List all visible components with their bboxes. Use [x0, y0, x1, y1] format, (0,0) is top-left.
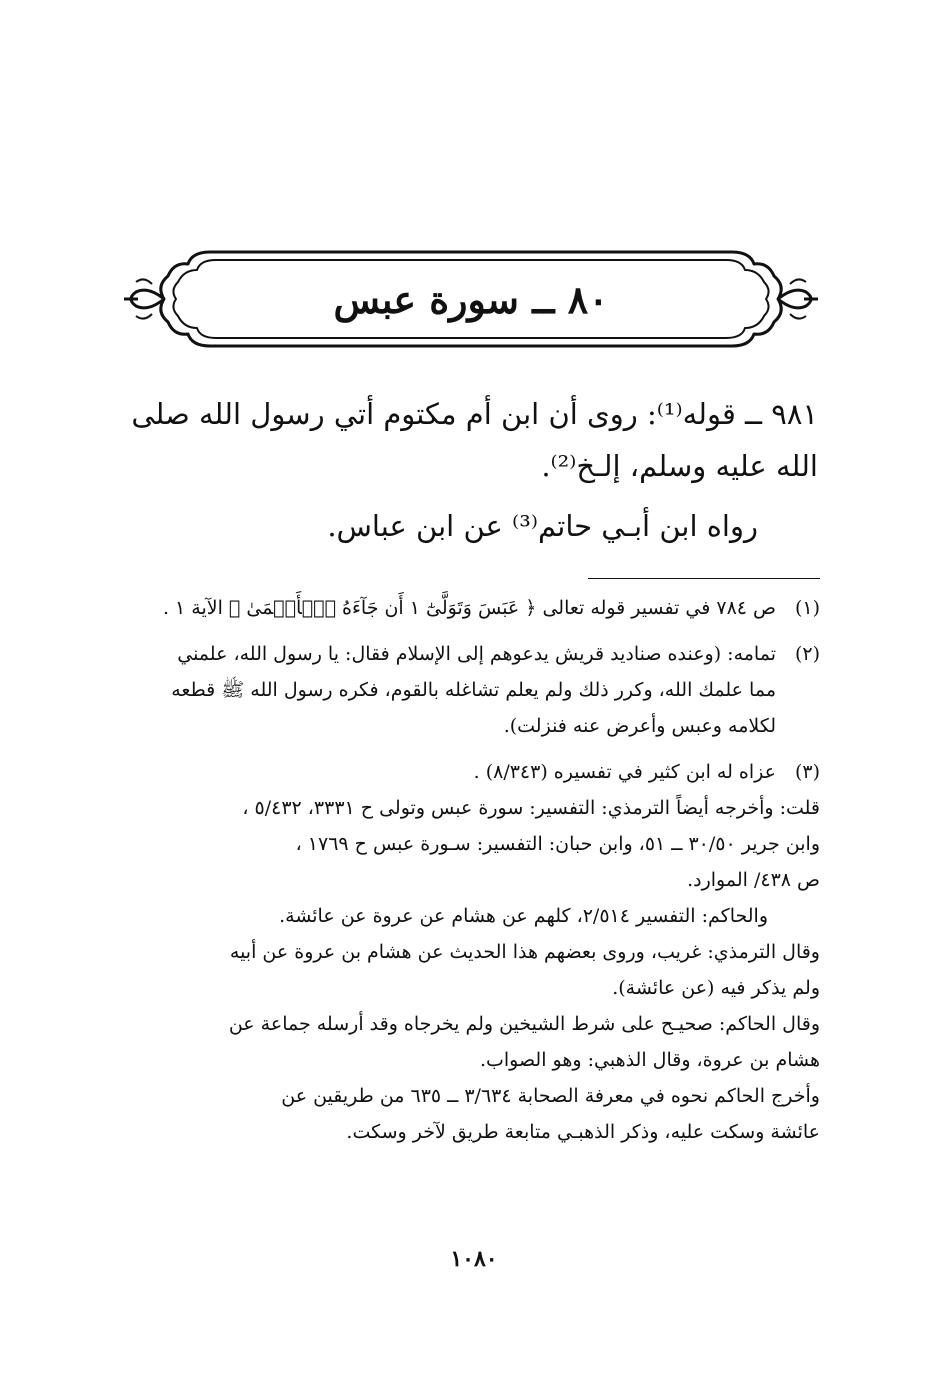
footnote-2: [118, 636, 820, 744]
footnote-3-continuation: [118, 790, 820, 1150]
footnote-line: لكلامه وعبس وأعرض عنه فنزلت).: [503, 715, 776, 737]
footnotes: [118, 590, 820, 1150]
narration-paragraph: رواه ابن أبـي حاتم⁽³⁾ عن ابن عباس.: [327, 509, 758, 543]
footnote-line: ص ٧٨٤ في تفسير قوله تعالى ﴿ عَبَسَ وَتَوَلَّىٰٓ ١ أَن جَآءَهُ ٱلۡأَعۡمَىٰ ﴾ الآية ١ .: [162, 597, 776, 619]
footnote-line: تمامه: (وعنده صناديد قريش يدعوهم إلى الإسلام فقال: يا رسول الله، علمني: [177, 643, 776, 665]
footnote-divider: [588, 578, 820, 579]
footnote-body: [118, 636, 776, 744]
footnote-line: والحاكم: التفسير ٢/٥١٤، كلهم عن هشام عن عروة عن عائشة.: [279, 905, 768, 927]
footnote-1: [118, 590, 820, 626]
footnote-line: وقال الحاكم: صحيـح على شرط الشيخين ولم يخرجاه وقد أرسله جماعة عن: [228, 1013, 820, 1035]
footnote-number: (٢): [794, 643, 820, 665]
footnote-line: ولم يذكر فيه (عن عائشة).: [612, 977, 820, 999]
footnote-line: قلت: وأخرجه أيضاً الترمذي: التفسير: سورة عبس وتولى ح ٣٣٣١، ٥/٤٣٢ ،: [242, 797, 820, 819]
footnote-body: [118, 590, 776, 626]
footnote-line: عائشة وسكت عليه، وذكر الذهبـي متابعة طريق لآخر وسكت.: [346, 1121, 820, 1143]
chapter-title: ٨٠ ــ سورة عبس: [333, 276, 609, 322]
hadith-paragraph: ٩٨١ ــ قوله⁽¹⁾: روى أن ابن أم مكتوم أتي رسول الله صلى الله عليه وسلم، إلـخ⁽²⁾.: [131, 397, 818, 483]
footnote-line: وابن جرير ٣٠/٥٠ ــ ٥١، وابن حبان: التفسير: سـورة عبس ح ١٧٦٩ ،: [295, 833, 820, 855]
page-number: ١٠٨٠: [450, 1246, 498, 1272]
footnote-line: عزاه له ابن كثير في تفسيره (٨/٣٤٣) .: [473, 761, 776, 783]
footnote-3: [118, 754, 820, 790]
footnote-line: وأخرج الحاكم نحوه في معرفة الصحابة ٣/٦٣٤ ــ ٦٣٥ من طريقين عن: [281, 1085, 820, 1107]
footnote-number: (١): [794, 597, 820, 619]
chapter-title-frame: [118, 240, 824, 358]
footnote-line: وقال الترمذي: غريب، وروى بعضهم هذا الحديث عن هشام بن عروة عن أبيه: [229, 941, 820, 963]
footnote-line: هشام بن عروة، وقال الذهبي: وهو الصواب.: [479, 1049, 820, 1071]
footnote-line: ص ٤٣٨/ الموارد.: [687, 869, 820, 891]
main-text: [118, 388, 818, 552]
footnote-line: مما علمك الله، وكرر ذلك ولم يعلم تشاغله بالقوم، فكره رسول الله ﷺ قطعه: [171, 679, 776, 701]
footnote-body: [118, 754, 776, 790]
footnote-number: (٣): [794, 761, 820, 783]
